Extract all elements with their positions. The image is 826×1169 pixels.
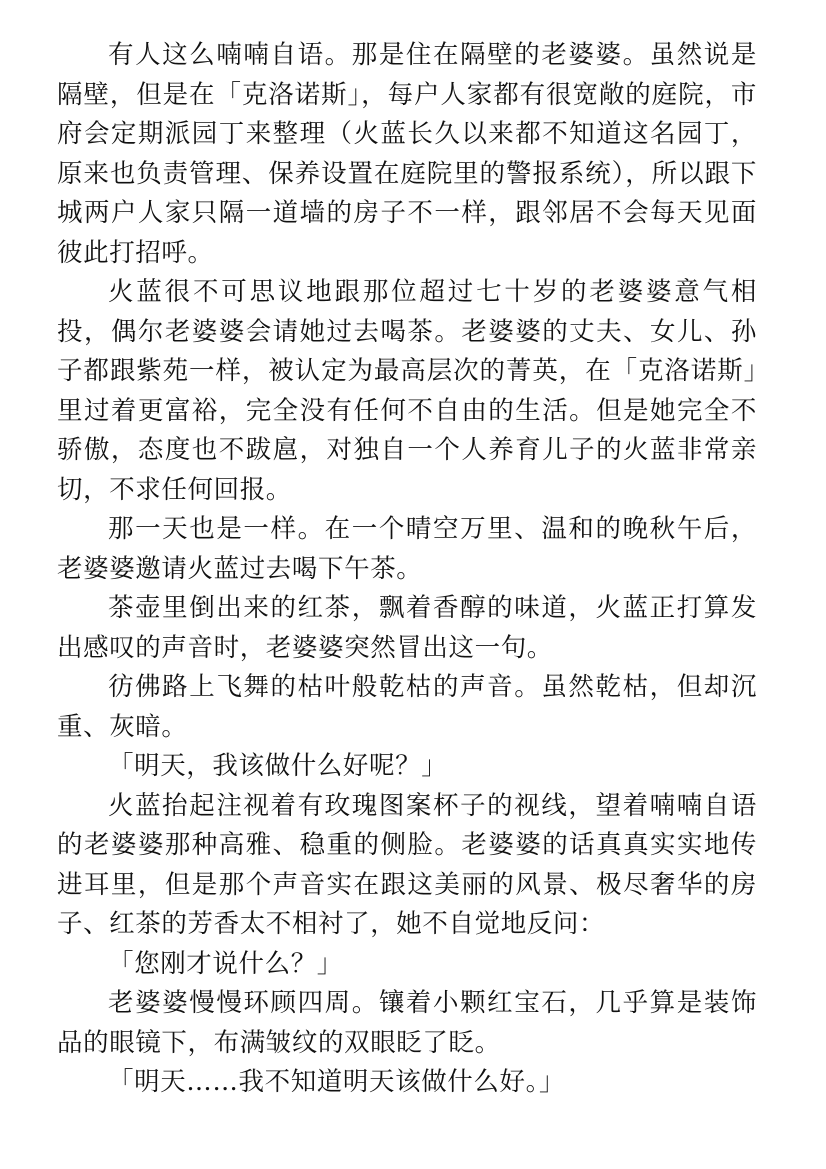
paragraph: 老婆婆慢慢环顾四周。镶着小颗红宝石，几乎算是装饰品的眼镜下，布满皱纹的双眼眨了眨。	[57, 988, 757, 1058]
dialogue-line: 「您刚才说什么？」	[108, 948, 343, 979]
paragraph: 茶壶里倒出来的红茶，飘着香醇的味道，火蓝正打算发出感叹的声音时，老婆婆突然冒出这一句。	[57, 593, 757, 663]
paragraph: 那一天也是一样。在一个晴空万里、温和的晚秋午后，老婆婆邀请火蓝过去喝下午茶。	[57, 514, 757, 584]
dialogue-line: 「明天……我不知道明天该做什么好。」	[108, 1067, 566, 1097]
paragraph: 有人这么喃喃自语。那是住在隔壁的老婆婆。虽然说是隔壁，但是在「克洛诺斯」，每户人家都有很宽敞的庭院，市府会定期派园丁来整理（火蓝长久以来都不知道这名园丁，原来也负责管理、保养设置在庭院里的警报系统），所以跟下城两户人家只隔一道墙的房子不一样，跟邻居不会每天见面彼此打招呼。	[57, 40, 757, 268]
page-body	[57, 36, 757, 1103]
paragraph: 火蓝抬起注视着有玫瑰图案杯子的视线，望着喃喃自语的老婆婆那种高雅、稳重的侧脸。老婆婆的话真真实实地传进耳里，但是那个声音实在跟这美丽的风景、极尽奢华的房子、红茶的芳香太不相衬了，她不自觉地反问：	[57, 790, 757, 939]
dialogue-line: 「明天，我该做什么好呢？」	[108, 751, 448, 781]
paragraph: 火蓝很不可思议地跟那位超过七十岁的老婆婆意气相投，偶尔老婆婆会请她过去喝茶。老婆婆的丈夫、女儿、孙子都跟紫苑一样，被认定为最高层次的菁英，在「克洛诺斯」里过着更富裕，完全没有任何不自由的生活。但是她完全不骄傲，态度也不跋扈，对独自一个人养育儿子的火蓝非常亲切，不求任何回报。	[57, 277, 757, 505]
paragraph: 彷佛路上飞舞的枯叶般乾枯的声音。虽然乾枯，但却沉重、灰暗。	[57, 672, 757, 742]
